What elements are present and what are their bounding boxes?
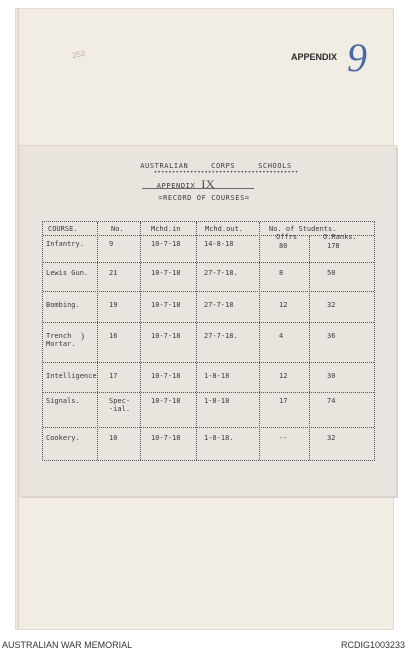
- cell-mchd-in: 10-7-18: [151, 434, 181, 442]
- header-mchd-in: Mchd.in: [151, 225, 181, 233]
- row-divider: [43, 392, 374, 393]
- cell-oranks: 32: [327, 434, 336, 442]
- cell-offrs: 4: [279, 332, 284, 340]
- cell-mchd-in: 10-7-18: [151, 397, 181, 405]
- cell-mchd-in: 10-7-18: [151, 332, 181, 340]
- cell-oranks: 50: [327, 269, 336, 277]
- appendix-underline: [142, 188, 254, 189]
- cell-offrs: 17: [279, 397, 288, 405]
- appendix-number: 9: [347, 35, 367, 80]
- cell-mchd-out: 1-8-18: [204, 372, 230, 380]
- appendix-label: APPENDIX: [291, 52, 338, 62]
- cell-offrs: 12: [279, 372, 288, 380]
- header-students: No. of Students.: [269, 225, 337, 233]
- cell-offrs: --: [279, 434, 288, 442]
- slip-appendix-text: APPENDIX: [156, 182, 196, 190]
- cell-oranks: 30: [327, 372, 336, 380]
- cell-no: 19: [109, 301, 118, 309]
- header-no: No.: [111, 225, 124, 233]
- slip-appendix-numeral: IX: [201, 177, 216, 191]
- row-divider: [43, 291, 374, 292]
- slip-subheading: =RECORD OF COURSES=: [158, 194, 250, 202]
- cell-no: 16: [109, 332, 118, 340]
- header-offrs: Offrs: [276, 233, 298, 241]
- cell-offrs: 12: [279, 301, 288, 309]
- cell-course-line2: Mortar.: [46, 340, 76, 348]
- cell-mchd-out: 27-7-18.: [204, 269, 238, 277]
- cell-course: Intelligence: [46, 372, 97, 380]
- cell-no: 10: [109, 434, 118, 442]
- cell-oranks: 74: [327, 397, 336, 405]
- footer-left: AUSTRALIAN WAR MEMORIAL: [2, 640, 133, 650]
- cell-oranks: 36: [327, 332, 336, 340]
- cell-mchd-out: 1-8-18.: [204, 434, 234, 442]
- cell-no: 21: [109, 269, 118, 277]
- slip-heading: AUSTRALIAN CORPS SCHOOLS: [140, 162, 292, 170]
- cell-course: Bombing.: [46, 301, 80, 309]
- cell-offrs: 8: [279, 269, 284, 277]
- header-oranks: O.Ranks.: [323, 233, 357, 241]
- courses-table: [42, 221, 375, 461]
- cell-mchd-out: 27-7-18.: [204, 332, 238, 340]
- footer-right: RCDIG1003233: [340, 640, 405, 650]
- cell-oranks: 32: [327, 301, 336, 309]
- cell-mchd-in: 10-7-18: [151, 301, 181, 309]
- col-divider: [259, 222, 260, 460]
- cell-offrs: 80: [279, 242, 288, 250]
- brace-mark: ): [81, 331, 84, 341]
- heading-rule: ••••••••••••••••••••••••••••••••••••••••: [153, 169, 299, 176]
- cell-course: Infantry.: [46, 240, 84, 248]
- cell-mchd-in: 10-7-18: [151, 240, 181, 248]
- row-divider: [43, 262, 374, 263]
- col-divider: [140, 222, 141, 460]
- col-divider: [97, 222, 98, 460]
- cell-course: Signals.: [46, 397, 80, 405]
- record-slip: [20, 146, 396, 496]
- col-divider: [196, 222, 197, 460]
- faint-stamp: 252: [71, 48, 87, 61]
- cell-oranks: 178: [327, 242, 340, 250]
- cell-no-line2: -ial.: [109, 405, 131, 413]
- cell-mchd-out: 27-7-18: [204, 301, 234, 309]
- cell-mchd-out: 14-8-18: [204, 240, 234, 248]
- cell-course: Lewis Gun.: [46, 269, 89, 277]
- row-divider: [43, 427, 374, 428]
- header-mchd-out: Mchd.out.: [205, 225, 243, 233]
- cell-course: Cookery.: [46, 434, 80, 442]
- cell-mchd-in: 10-7-18: [151, 269, 181, 277]
- cell-mchd-out: 1-8-18: [204, 397, 230, 405]
- row-divider: [43, 322, 374, 323]
- cell-no: 17: [109, 372, 118, 380]
- cell-no: Spec-: [109, 397, 131, 405]
- row-divider: [43, 362, 374, 363]
- cell-course: Trench: [46, 332, 72, 340]
- header-course: COURSE.: [48, 225, 78, 233]
- slip-appendix-line: [0, 177, 374, 192]
- cell-mchd-in: 10-7-18: [151, 372, 181, 380]
- cell-no: 9: [109, 240, 114, 248]
